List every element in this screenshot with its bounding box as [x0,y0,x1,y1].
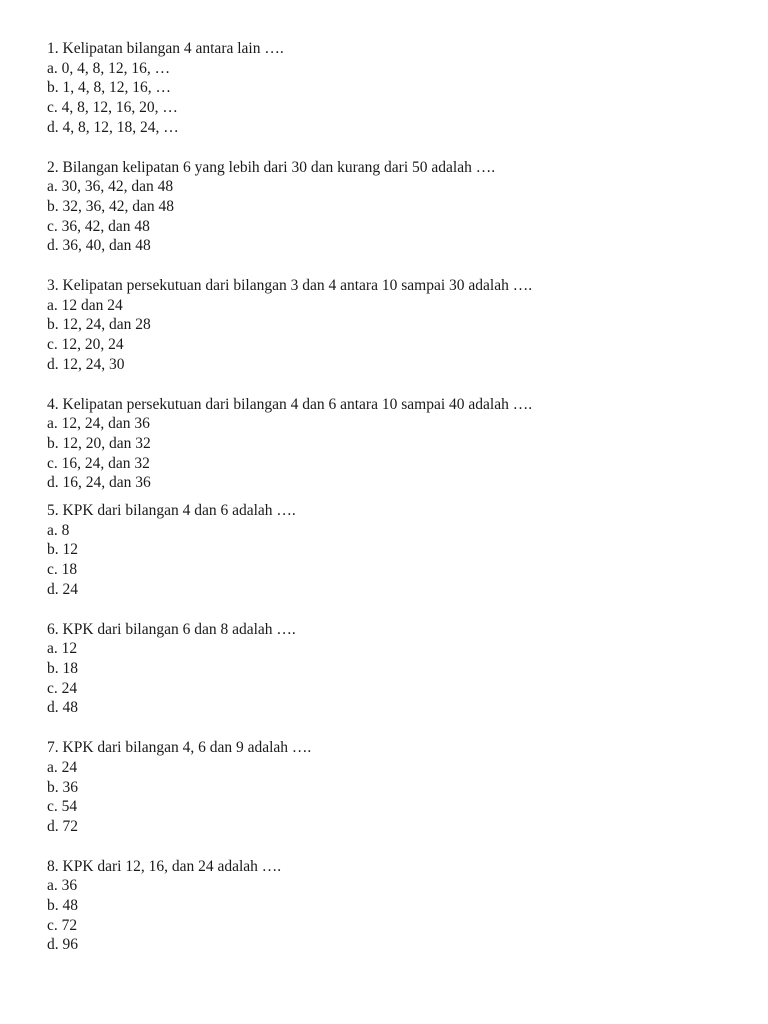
option-d: d. 36, 40, dan 48 [47,237,151,255]
question-text: 8. KPK dari 12, 16, dan 24 adalah …. [47,857,282,875]
option-c: c. 18 [47,561,78,579]
option-a: a. 30, 36, 42, dan 48 [47,178,174,196]
option-b: b. 12, 20, dan 32 [47,434,151,452]
option-b: b. 12, 24, dan 28 [47,316,151,334]
option-list [47,639,737,718]
question-2 [47,158,737,257]
question-text: 1. Kelipatan bilangan 4 antara lain …. [47,40,284,57]
option-c: c. 24 [47,679,78,697]
question-text: 6. KPK dari bilangan 6 dan 8 adalah …. [47,620,296,638]
option-c: c. 16, 24, dan 32 [47,454,150,472]
option-a: a. 24 [47,758,78,776]
question-4 [47,395,737,494]
option-a: a. 12 dan 24 [47,296,123,314]
option-d: d. 96 [47,936,78,954]
option-list [47,59,737,138]
option-list [47,521,737,600]
question-text: 2. Bilangan kelipatan 6 yang lebih dari 30 dan kurang dari 50 adalah …. [47,158,496,176]
option-list [47,177,737,256]
option-c: c. 12, 20, 24 [47,336,124,354]
option-b: b. 18 [47,659,78,677]
option-c: c. 36, 42, dan 48 [47,217,150,235]
question-6 [47,620,737,719]
option-list [47,876,737,955]
option-a: a. 8 [47,521,70,539]
option-b: b. 48 [47,897,78,915]
option-list [47,414,737,493]
option-d: d. 24 [47,580,78,598]
option-a: a. 36 [47,877,78,895]
worksheet [47,39,737,955]
option-d: d. 12, 24, 30 [47,355,125,373]
option-d: d. 16, 24, dan 36 [47,474,151,492]
question-1 [47,39,737,138]
option-b: b. 12 [47,541,78,559]
option-d: d. 48 [47,699,78,717]
option-a: a. 12, 24, dan 36 [47,415,150,433]
question-7 [47,738,737,837]
question-3 [47,276,737,375]
option-b: b. 32, 36, 42, dan 48 [47,197,175,215]
question-8 [47,857,737,956]
option-c: c. 4, 8, 12, 16, 20, … [47,99,178,117]
option-a: a. 0, 4, 8, 12, 16, … [47,59,171,77]
option-b: b. 36 [47,778,78,796]
question-text: 7. KPK dari bilangan 4, 6 dan 9 adalah …. [47,739,312,757]
option-list [47,296,737,375]
option-c: c. 72 [47,916,78,934]
question-text: 3. Kelipatan persekutuan dari bilangan 3 dan 4 antara 10 sampai 30 adalah …. [47,277,533,295]
option-b: b. 1, 4, 8, 12, 16, … [47,79,171,97]
option-d: d. 4, 8, 12, 18, 24, … [47,118,179,136]
question-text: 4. Kelipatan persekutuan dari bilangan 4 dan 6 antara 10 sampai 40 adalah …. [47,395,533,413]
option-c: c. 54 [47,798,78,816]
question-5 [47,501,737,600]
option-list [47,758,737,837]
option-a: a. 12 [47,640,78,658]
option-d: d. 72 [47,817,78,835]
question-text: 5. KPK dari bilangan 4 dan 6 adalah …. [47,502,296,520]
